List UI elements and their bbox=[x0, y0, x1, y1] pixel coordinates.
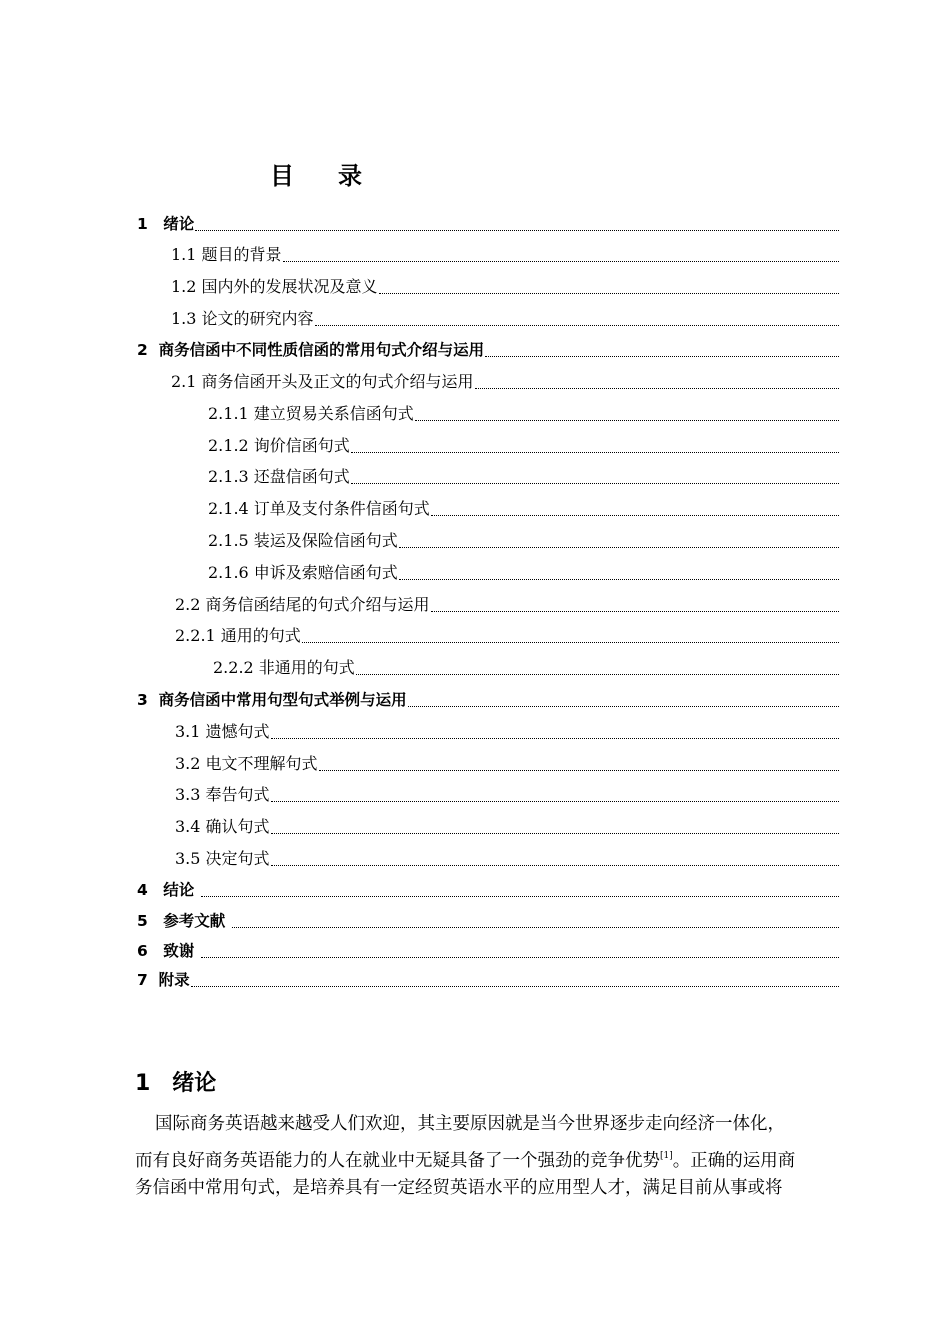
toc-entry-label: 1.1 题目的背景 bbox=[171, 245, 282, 264]
toc-leader-dots bbox=[271, 801, 839, 802]
toc-entry-label: 2.1.5 装运及保险信函句式 bbox=[208, 531, 398, 550]
toc-entry-label: 2.2.1 通用的句式 bbox=[175, 626, 301, 645]
toc-entry[interactable] bbox=[213, 654, 839, 678]
toc-entry[interactable] bbox=[171, 368, 839, 392]
toc-leader-dots bbox=[351, 452, 839, 453]
toc-leader-dots bbox=[271, 833, 839, 834]
toc-entry-label: 1 绪论 bbox=[137, 215, 195, 233]
toc-leader-dots bbox=[302, 642, 839, 643]
toc-entry[interactable] bbox=[208, 432, 839, 456]
toc-entry[interactable] bbox=[175, 781, 839, 805]
section-heading: 1 绪论 bbox=[135, 1071, 217, 1096]
toc-entry-label: 2.1.2 询价信函句式 bbox=[208, 436, 350, 455]
toc-entry[interactable] bbox=[137, 336, 839, 360]
toc-entry-label: 4 结论 bbox=[137, 881, 200, 899]
toc-entry-label: 2.1.6 申诉及索赔信函句式 bbox=[208, 563, 398, 582]
toc-entry[interactable] bbox=[137, 907, 839, 931]
toc-leader-dots bbox=[431, 515, 839, 516]
toc-leader-dots bbox=[319, 770, 839, 771]
toc-entry[interactable] bbox=[137, 210, 839, 234]
toc-entry-label: 6 致谢 bbox=[137, 942, 200, 960]
toc-entry[interactable] bbox=[175, 591, 839, 615]
toc-leader-dots bbox=[271, 865, 839, 866]
toc-entry-label: 3.2 电文不理解句式 bbox=[175, 754, 318, 773]
toc-entry[interactable] bbox=[137, 686, 839, 710]
toc-entry[interactable] bbox=[208, 559, 839, 583]
paragraph-line-text: 。正确的运用商 bbox=[672, 1151, 796, 1171]
toc-entry[interactable] bbox=[171, 241, 839, 265]
toc-leader-dots bbox=[475, 388, 839, 389]
toc-leader-dots bbox=[431, 611, 839, 612]
toc-entry-label: 3.5 决定句式 bbox=[175, 849, 270, 868]
toc-leader-dots bbox=[399, 547, 839, 548]
body-paragraph bbox=[135, 1108, 857, 1204]
toc-leader-dots bbox=[399, 579, 839, 580]
toc-leader-dots bbox=[415, 420, 839, 421]
toc-entry-label: 2.1 商务信函开头及正文的句式介绍与运用 bbox=[171, 372, 474, 391]
toc-leader-dots bbox=[356, 674, 839, 675]
citation-marker[interactable]: [1] bbox=[660, 1151, 673, 1161]
toc-entry-label: 7 附录 bbox=[137, 971, 190, 989]
toc-entry-label: 2.1.3 还盘信函句式 bbox=[208, 467, 350, 486]
toc-entry[interactable] bbox=[175, 718, 839, 742]
paragraph-line: 务信函中常用句式，是培养具有一定经贸英语水平的应用型人才，满足目前从事或将 bbox=[135, 1178, 783, 1198]
toc-leader-dots bbox=[315, 325, 839, 326]
toc-leader-dots bbox=[201, 896, 839, 897]
toc-leader-dots bbox=[232, 927, 839, 928]
toc-leader-dots bbox=[195, 230, 839, 231]
toc-leader-dots bbox=[191, 986, 839, 987]
toc-entry[interactable] bbox=[137, 966, 839, 990]
toc-entry[interactable] bbox=[137, 937, 839, 961]
toc-leader-dots bbox=[408, 706, 839, 707]
toc-entry-label: 3.4 确认句式 bbox=[175, 817, 270, 836]
toc-leader-dots bbox=[485, 356, 839, 357]
toc-entry[interactable] bbox=[175, 750, 839, 774]
toc-entry-label: 2.2 商务信函结尾的句式介绍与运用 bbox=[175, 595, 430, 614]
toc-entry-label: 2 商务信函中不同性质信函的常用句式介绍与运用 bbox=[137, 341, 485, 359]
toc-leader-dots bbox=[283, 261, 839, 262]
toc-leader-dots bbox=[379, 293, 839, 294]
toc-entry[interactable] bbox=[208, 527, 839, 551]
toc-entry-label: 1.3 论文的研究内容 bbox=[171, 309, 314, 328]
paragraph-line bbox=[135, 1140, 857, 1172]
toc-entry-label: 2.2.2 非通用的句式 bbox=[213, 658, 355, 677]
toc-entry[interactable] bbox=[171, 305, 839, 329]
toc-entry-label: 3 商务信函中常用句型句式举例与运用 bbox=[137, 691, 407, 709]
toc-entry[interactable] bbox=[175, 622, 839, 646]
toc-title-char-1: 目 bbox=[270, 162, 294, 190]
toc-entry-label: 5 参考文献 bbox=[137, 912, 231, 930]
toc-title bbox=[270, 156, 362, 191]
paragraph-line-text: 而有良好商务英语能力的人在就业中无疑具备了一个强劲的竞争优势 bbox=[135, 1151, 660, 1171]
toc-title-char-2: 录 bbox=[338, 162, 362, 190]
toc-entry-label: 2.1.4 订单及支付条件信函句式 bbox=[208, 499, 430, 518]
toc-entry[interactable] bbox=[171, 273, 839, 297]
toc-entry-label: 3.1 遗憾句式 bbox=[175, 722, 270, 741]
toc-leader-dots bbox=[271, 738, 839, 739]
toc-entry[interactable] bbox=[208, 463, 839, 487]
toc-entry[interactable] bbox=[208, 495, 839, 519]
toc-entry-label: 3.3 奉告句式 bbox=[175, 785, 270, 804]
paragraph-line: 国际商务英语越来越受人们欢迎，其主要原因就是当今世界逐步走向经济一体化， bbox=[155, 1114, 785, 1134]
toc-leader-dots bbox=[351, 483, 839, 484]
toc-entry[interactable] bbox=[208, 400, 839, 424]
toc-entry[interactable] bbox=[175, 813, 839, 837]
toc-leader-dots bbox=[201, 957, 839, 958]
toc-entry-label: 1.2 国内外的发展状况及意义 bbox=[171, 277, 378, 296]
toc-entry[interactable] bbox=[137, 876, 839, 900]
toc-entry[interactable] bbox=[175, 845, 839, 869]
toc-entry-label: 2.1.1 建立贸易关系信函句式 bbox=[208, 404, 414, 423]
